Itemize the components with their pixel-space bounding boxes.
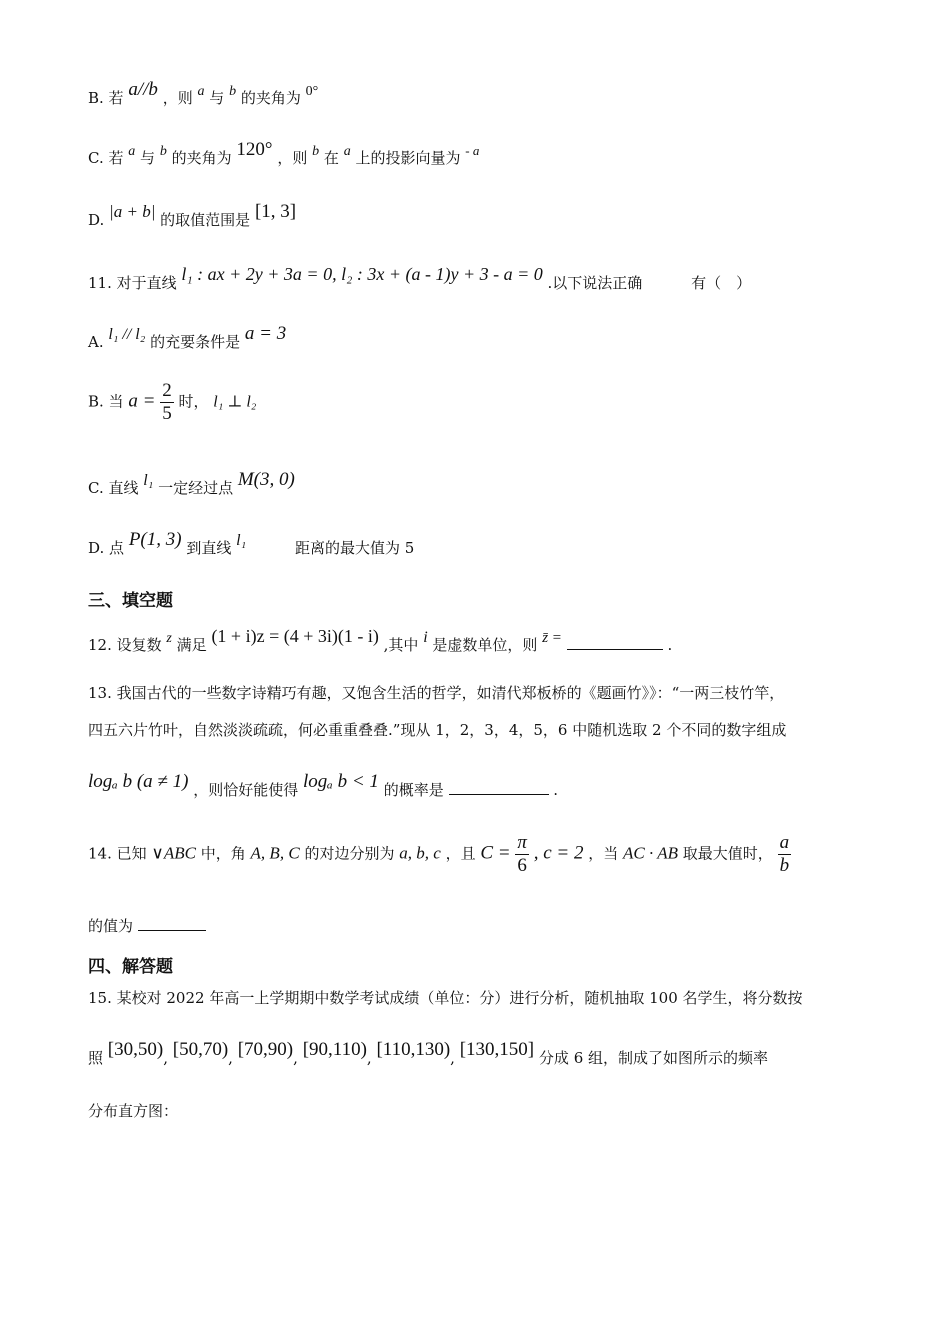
q11-option-c: C. 直线 l₁ 一定经过点 M(3, 0) xyxy=(88,469,295,497)
q14-line1: 14. 已知 ∨ABC 中，角 A, B, C 的对边分别为 a, b, c ，且 C = $\frac{\pi}{6}$ , c = 2 ，当 AC · AB 取最大值时， $\frac{a}{b}$ xyxy=(88,832,790,876)
log-inequality: logₐ b < 1 xyxy=(303,771,379,792)
interval: [70,90) xyxy=(237,1039,294,1060)
lines-equation: l₁ : ax + 2y + 3a = 0, l₂ : 3x + (a - 1)y + 3 - a = 0 xyxy=(181,264,543,284)
q10-option-d: D. |a + b| 的取值范围是 [1, 3] xyxy=(88,201,297,229)
section-fill-in-heading: 三、填空题 xyxy=(88,591,173,611)
answer-blank[interactable] xyxy=(449,780,549,795)
q13-line1: 13. 我国古代的一些数字诗精巧有趣，又饱含生活的哲学，如清代郑板桥的《题画竹》》：“一两三枝竹竿， xyxy=(88,684,785,702)
q13-line2: 四五六片竹叶，自然淡淡疏疏，何必重重叠叠.”现从 1，2，3，4，5，6 中随机选取 2 个不同的数字组成 xyxy=(88,721,787,739)
interval: [110,130) xyxy=(376,1039,451,1060)
fraction-pi-over-six: $\frac{\pi}{6}$ xyxy=(517,832,527,876)
q15-line2: 照 [30,50), [50,70), [70,90), [90,110), [110,130), [130,150] 分成 6 组，制成了如图所示的频率 xyxy=(88,1039,769,1067)
q14-line2: 的值为 xyxy=(88,916,206,936)
q10-option-c: C. 若 a 与 b 的夹角为 120° ，则 b 在 a 上的投影向量为 - a xyxy=(88,139,480,167)
q15-line1: 15. 某校对 2022 年高一上学期期中数学考试成绩（单位：分）进行分析，随机抽取 100 名学生，将分数按 xyxy=(88,989,803,1007)
interval: [30,50) xyxy=(107,1039,164,1060)
q11-option-b: B. 当 a = $\frac{2}{5}$ 时， l₁ ⊥ l₂ xyxy=(88,380,257,424)
answer-blank[interactable] xyxy=(567,635,663,650)
interval: [50,70) xyxy=(172,1039,229,1060)
dot-product-expr: AC · AB xyxy=(623,843,678,863)
log-expr: logₐ b (a ≠ 1) xyxy=(88,771,189,792)
fraction-two-fifths: $\frac{2}{5}$ xyxy=(162,380,172,424)
parallel-expr: a//b xyxy=(128,79,158,100)
q12: 12. 设复数 z 满足 (1 + i)z = (4 + 3i)(1 - i) ,其中 i 是虚数单位，则 z̄ = . xyxy=(88,626,673,654)
q11-option-d: D. 点 P(1, 3) 到直线 l₁ 距离的最大值为 5 xyxy=(88,529,415,557)
section-answer-heading: 四、解答题 xyxy=(88,957,173,977)
q11-stem: 11. 对于直线 l₁ : ax + 2y + 3a = 0, l₂ : 3x + (a - 1)y + 3 - a = 0 .以下说法正确 有（ ） xyxy=(88,264,752,292)
interval: [130,150] xyxy=(459,1039,535,1060)
interval: [90,110) xyxy=(302,1039,367,1060)
q10-option-b: B. 若 a//b ，则 a 与 b 的夹角为 0° xyxy=(88,79,319,107)
q15-line3: 分布直方图： xyxy=(88,1102,179,1120)
triangle-expr: ∨ABC xyxy=(151,843,196,863)
answer-blank[interactable] xyxy=(138,916,206,931)
q11-option-a: A. l₁ // l₂ 的充要条件是 a = 3 xyxy=(88,323,287,351)
abs-sum-expr: |a + b| xyxy=(109,202,156,221)
complex-equation: (1 + i)z = (4 + 3i)(1 - i) xyxy=(211,626,379,646)
fraction-a-over-b: $\frac{a}{b}$ xyxy=(779,832,790,876)
range-expr: [1, 3] xyxy=(254,201,297,222)
q13-line3: logₐ b (a ≠ 1) ，则恰好能使得 logₐ b < 1 的概率是 . xyxy=(88,771,559,799)
